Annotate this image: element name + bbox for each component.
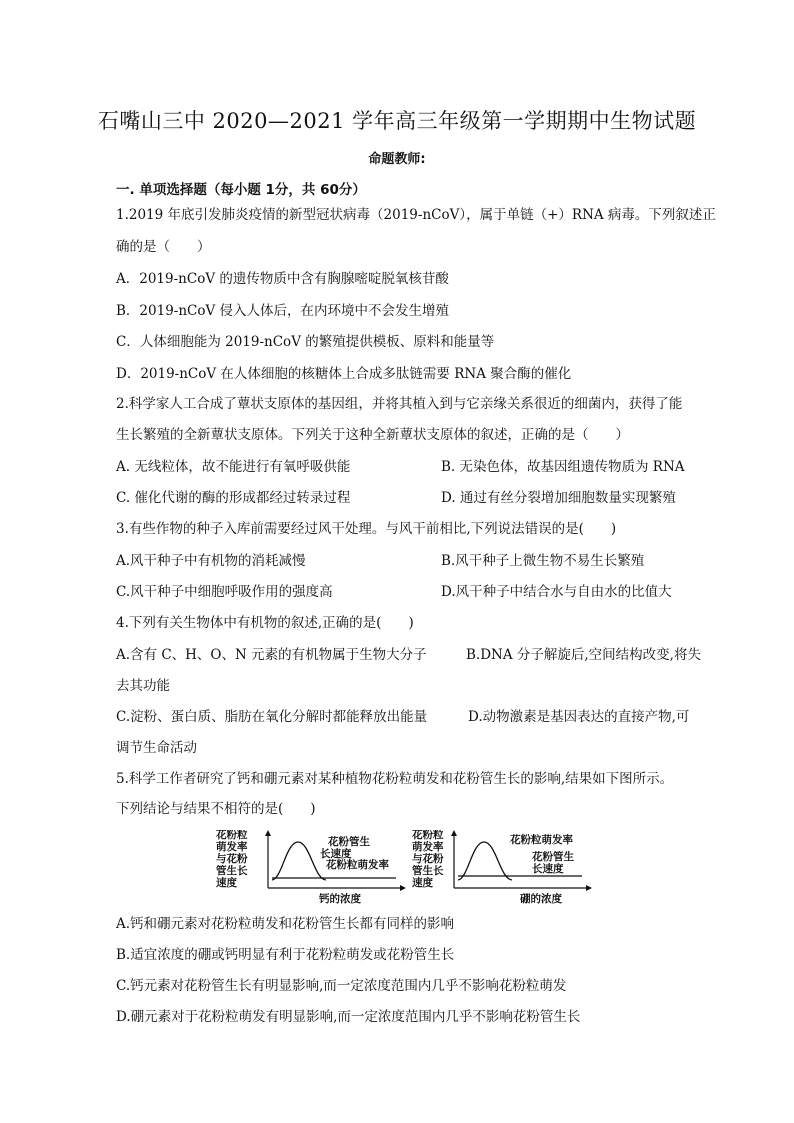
y-label-line: 与花粉 — [412, 853, 444, 865]
q4-option-a: A.含有 C、H、O、N 元素的有机物属于生物大分子 — [116, 647, 427, 663]
y-axis-arrow — [265, 830, 271, 836]
q1-stem-line2: 确的是（ ） — [116, 239, 211, 255]
q5-option-c: C.钙元素对花粉管生长有明显影响,而一定浓度范围内几乎不影响花粉粒萌发 — [116, 978, 567, 994]
calcium-chart — [216, 830, 406, 910]
series-line-peak — [458, 842, 512, 880]
section-heading: 一. 单项选择题（每小题 1分，共 60分） — [116, 182, 366, 198]
q2-option-b: B. 无染色体，故基因组遗传物质为 RNA — [441, 459, 685, 475]
q2-option-d: D. 通过有丝分裂增加细胞数量实现繁殖 — [441, 490, 676, 506]
series-label: 花粉粒萌发率 — [326, 859, 389, 871]
q5-stem-line1: 5.科学工作者研究了钙和硼元素对某种植物花粉粒萌发和花粉管生长的影响,结果如下图所示。 — [116, 771, 674, 787]
q2-stem-line1: 2.科学家人工合成了蕈状支原体的基因组，并将其植入到与它亲缘关系很近的细菌内，获得了能 — [116, 396, 683, 412]
q4-option-b-line2: 去其功能 — [116, 678, 170, 694]
series-label: 花粉粒萌发率 — [510, 834, 573, 846]
q2-option-c: C. 催化代谢的酶的形成都经过转录过程 — [116, 490, 351, 506]
q4-stem: 4.下列有关生物体中有机物的叙述,正确的是( ) — [116, 615, 414, 631]
boron-chart-svg — [412, 830, 592, 906]
series-line-peak — [272, 842, 326, 880]
q2-option-a: A. 无线粒体，故不能进行有氧呼吸供能 — [116, 459, 351, 475]
y-label-line: 萌发率 — [412, 841, 444, 853]
y-label-line: 速度 — [412, 877, 433, 889]
series-label: 花粉管生 — [532, 851, 574, 863]
series-label: 长速度 — [532, 863, 564, 875]
q4-option-d-line1: D.动物激素是基因表达的直接产物,可 — [468, 709, 690, 725]
x-label: 钙的浓度 — [319, 893, 361, 905]
y-label-line: 萌发率 — [216, 841, 248, 853]
calcium-chart-svg — [216, 830, 406, 906]
page-title: 石嘴山三中 2020—2021 学年高三年级第一学期期中生物试题 — [97, 109, 697, 133]
q3-stem: 3.有些作物的种子入库前需要经过风干处理。与风干前相比,下列说法错误的是( ) — [116, 521, 617, 537]
q1-option-d: D．2019-nCoV 在人体细胞的核糖体上合成多肽链需要 RNA 聚合酶的催化 — [116, 366, 572, 382]
q3-option-b: B.风干种子上微生物不易生长繁殖 — [441, 553, 645, 569]
q5-stem-line2: 下列结论与结果不相符的是( ) — [116, 801, 316, 817]
q5-option-b: B.适宜浓度的硼或钙明显有利于花粉粒萌发或花粉管生长 — [116, 947, 455, 963]
q1-option-b: B．2019-nCoV 侵入人体后，在内环境中不会发生增殖 — [116, 303, 450, 319]
series-label: 花粉管生 — [328, 836, 370, 848]
author-line: 命题教师: — [368, 152, 426, 167]
series-label: 长速度 — [320, 848, 352, 860]
q1-stem-line1: 1.2019 年底引发肺炎疫情的新型冠状病毒（2019-nCoV），属于单链（+）RNA 病毒。下列叙述正 — [116, 207, 716, 223]
q3-option-c: C.风干种子中细胞呼吸作用的强度高 — [116, 584, 333, 600]
q1-option-c: C．人体细胞能为 2019-nCoV 的繁殖提供模板、原料和能量等 — [116, 334, 495, 350]
q2-stem-line2: 生长繁殖的全新蕈状支原体。下列关于这种全新蕈状支原体的叙述，正确的是（ ） — [116, 427, 629, 443]
x-axis-arrow — [400, 885, 406, 891]
q3-option-d: D.风干种子中结合水与自由水的比值大 — [441, 584, 672, 600]
q3-option-a: A.风干种子中有机物的消耗减慢 — [116, 553, 306, 569]
q5-option-d: D.硼元素对于花粉粒萌发有明显影响,而一定浓度范围内几乎不影响花粉管生长 — [116, 1009, 581, 1025]
y-label-line: 与花粉 — [216, 853, 248, 865]
x-label: 硼的浓度 — [520, 893, 562, 905]
q1-option-a: A．2019-nCoV 的遗传物质中含有胸腺嘧啶脱氧核苷酸 — [116, 271, 449, 287]
y-axis-arrow — [451, 830, 457, 836]
q4-option-b-line1: B.DNA 分子解旋后,空间结构改变,将失 — [466, 647, 701, 663]
y-label-line: 花粉粒 — [412, 830, 444, 841]
y-label-line: 花粉粒 — [216, 830, 248, 841]
q4-option-c: C.淀粉、蛋白质、脂肪在氧化分解时都能释放出能量 — [116, 709, 428, 725]
q5-option-a: A.钙和硼元素对花粉粒萌发和花粉管生长都有同样的影响 — [116, 916, 455, 932]
boron-chart — [412, 830, 592, 910]
y-label-line: 管生长 — [216, 865, 248, 877]
x-axis-arrow — [586, 885, 592, 891]
q4-option-d-line2: 调节生命活动 — [116, 740, 197, 756]
y-label-line: 管生长 — [412, 865, 444, 877]
y-label-line: 速度 — [216, 877, 237, 889]
